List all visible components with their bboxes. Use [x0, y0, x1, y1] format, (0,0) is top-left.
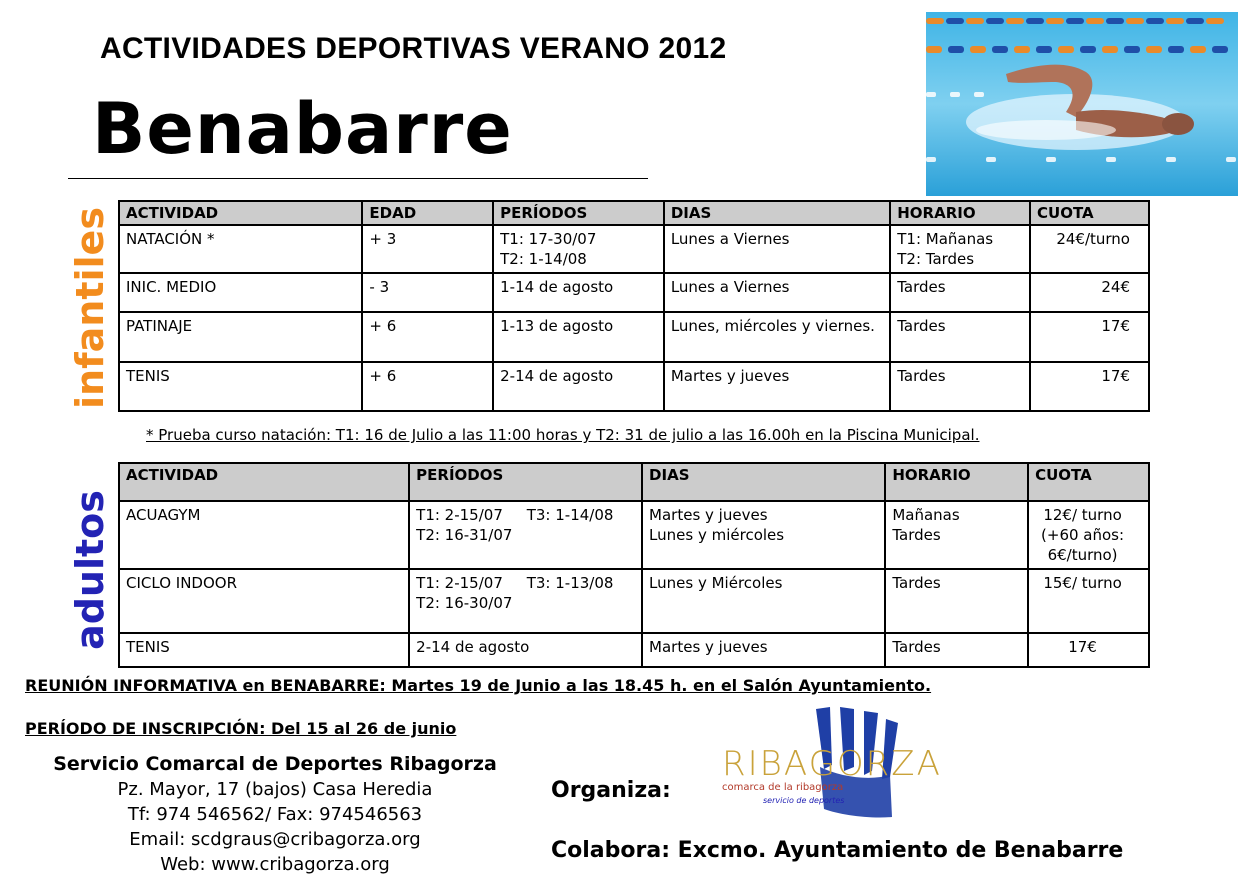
cell-cuota: 15€/ turno: [1028, 569, 1149, 633]
cell-line: Lunes y miércoles: [649, 526, 785, 544]
table-row: [119, 312, 1149, 362]
col-header-horario: HORARIO: [890, 201, 1030, 225]
cell-actividad: INIC. MEDIO: [119, 273, 362, 312]
cell-cuota: 17€: [1028, 633, 1149, 667]
table-row: [119, 633, 1149, 667]
cell-edad: - 3: [362, 273, 493, 312]
cell-actividad: CICLO INDOOR: [119, 569, 409, 633]
cell-periodos: [493, 225, 664, 273]
col-header-actividad: ACTIVIDAD: [119, 201, 362, 225]
cell-horario: Tardes: [885, 633, 1028, 667]
logo-subtitle: comarca de la ribagorza: [722, 782, 844, 793]
cell-edad: + 3: [362, 225, 493, 273]
cell-horario: [890, 225, 1030, 273]
cell-line: T1: Mañanas: [897, 230, 994, 248]
cell-actividad: PATINAJE: [119, 312, 362, 362]
cell-actividad: TENIS: [119, 633, 409, 667]
cell-periodos: 1-13 de agosto: [493, 312, 664, 362]
org-name: Servicio Comarcal de Deportes Ribagorza: [53, 753, 497, 775]
logo-service: servicio de deportes: [763, 796, 845, 805]
cell-dias: [642, 501, 885, 569]
contact-block: [30, 752, 520, 877]
cell-periodos: 1-14 de agosto: [493, 273, 664, 312]
logo-wordmark: RIBAGORZA: [722, 744, 942, 784]
cell-line: T1: 2-15/07 T3: 1-14/08: [416, 506, 614, 524]
cell-line: T1: 2-15/07 T3: 1-13/08: [416, 574, 614, 592]
cell-line: 6€/turno): [1047, 546, 1118, 564]
table-row: [119, 362, 1149, 411]
cell-cuota: 17€: [1030, 362, 1149, 411]
email: Email: scdgraus@cribagorza.org: [129, 829, 421, 850]
adults-activities-table: [118, 462, 1150, 668]
table-row: [119, 501, 1149, 569]
colabora-label: Colabora: Excmo. Ayuntamiento de Benabarre: [551, 838, 1124, 863]
col-header-periodos: PERÍODOS: [493, 201, 664, 225]
cell-horario: Tardes: [890, 312, 1030, 362]
col-header-periodos: PERÍODOS: [409, 463, 642, 501]
col-header-edad: EDAD: [362, 201, 493, 225]
cell-periodos: 2-14 de agosto: [493, 362, 664, 411]
col-header-dias: DIAS: [664, 201, 890, 225]
table-header-row: [119, 201, 1149, 225]
cell-horario: Tardes: [885, 569, 1028, 633]
cell-line: Mañanas: [892, 506, 960, 524]
cell-edad: + 6: [362, 362, 493, 411]
cell-horario: [885, 501, 1028, 569]
cell-horario: Tardes: [890, 273, 1030, 312]
cell-cuota: 24€/turno: [1030, 225, 1149, 273]
children-activities-table: [118, 200, 1150, 412]
col-header-cuota: CUOTA: [1030, 201, 1149, 225]
swim-test-note: * Prueba curso natación: T1: 16 de Julio a las 11:00 horas y T2: 31 de julio a las 16.00h en la Piscina Municipal.: [146, 426, 980, 444]
cell-line: T2: 16-30/07: [416, 594, 513, 612]
cell-periodos: [409, 569, 642, 633]
cell-line: T2: 1-14/08: [500, 250, 587, 268]
cell-line: T2: Tardes: [897, 250, 975, 268]
col-header-dias: DIAS: [642, 463, 885, 501]
cell-dias: Lunes a Viernes: [664, 273, 890, 312]
cell-cuota: 24€: [1030, 273, 1149, 312]
cell-dias: Martes y jueves: [664, 362, 890, 411]
title-divider: [68, 178, 648, 179]
table-row: [119, 569, 1149, 633]
cell-cuota: [1028, 501, 1149, 569]
col-header-cuota: CUOTA: [1028, 463, 1149, 501]
cell-horario: Tardes: [890, 362, 1030, 411]
table-header-row: [119, 463, 1149, 501]
town-name: Benabarre: [92, 88, 513, 170]
table-row: [119, 225, 1149, 273]
swimmer-photo: [926, 12, 1238, 196]
cell-dias: Lunes y Miércoles: [642, 569, 885, 633]
cell-dias: Lunes, miércoles y viernes.: [664, 312, 890, 362]
col-header-actividad: ACTIVIDAD: [119, 463, 409, 501]
cell-dias: Lunes a Viernes: [664, 225, 890, 273]
cell-dias: Martes y jueves: [642, 633, 885, 667]
cell-actividad: TENIS: [119, 362, 362, 411]
website: Web: www.cribagorza.org: [160, 854, 390, 875]
table-row: [119, 273, 1149, 312]
enrollment-period: PERÍODO DE INSCRIPCIÓN: Del 15 al 26 de junio: [25, 719, 457, 738]
children-section-label: infantiles: [68, 207, 112, 409]
adults-section-label: adultos: [68, 490, 112, 650]
cell-line: 12€/ turno: [1043, 506, 1122, 524]
cell-line: Tardes: [892, 526, 941, 544]
cell-line: T2: 16-31/07: [416, 526, 513, 544]
cell-edad: + 6: [362, 312, 493, 362]
cell-line: Martes y jueves: [649, 506, 768, 524]
page-title: ACTIVIDADES DEPORTIVAS VERANO 2012: [100, 32, 727, 65]
cell-line: (+60 años:: [1041, 526, 1125, 544]
cell-periodos: 2-14 de agosto: [409, 633, 642, 667]
meeting-info: REUNIÓN INFORMATIVA en BENABARRE: Martes 19 de Junio a las 18.45 h. en el Salón Ayuntamiento.: [25, 676, 932, 695]
address: Pz. Mayor, 17 (bajos) Casa Heredia: [117, 779, 433, 800]
organiza-label: Organiza:: [551, 778, 671, 803]
col-header-horario: HORARIO: [885, 463, 1028, 501]
cell-periodos: [409, 501, 642, 569]
cell-actividad: NATACIÓN *: [119, 225, 362, 273]
cell-line: T1: 17-30/07: [500, 230, 597, 248]
cell-actividad: ACUAGYM: [119, 501, 409, 569]
phone-fax: Tf: 974 546562/ Fax: 974546563: [127, 804, 423, 825]
cell-cuota: 17€: [1030, 312, 1149, 362]
